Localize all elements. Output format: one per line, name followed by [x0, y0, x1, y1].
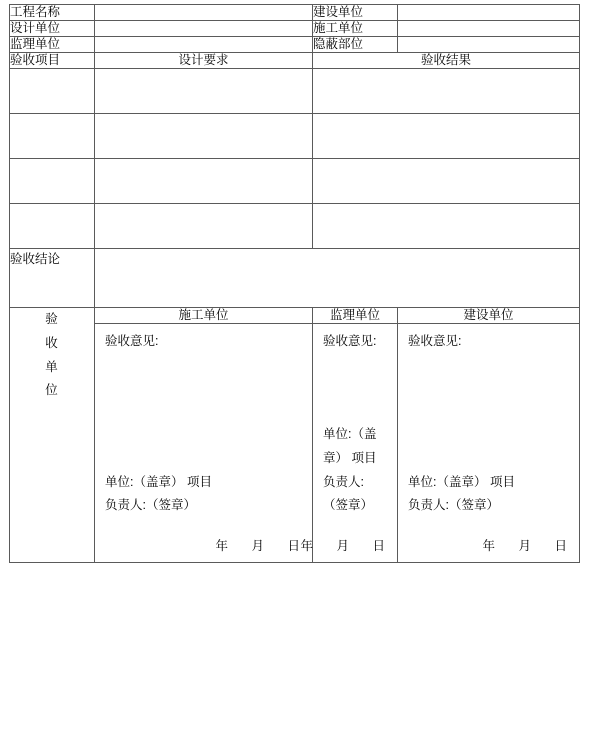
builder-unit-value[interactable]	[398, 21, 580, 37]
acceptance-unit-vertical-label	[10, 308, 95, 563]
table-row	[10, 5, 580, 21]
inspection-result-value[interactable]	[313, 114, 580, 159]
date-day: 日	[554, 539, 567, 553]
unit-seal-line: 单位:（盖章） 项目	[323, 427, 377, 465]
table-row	[10, 69, 580, 114]
date-month: 月	[518, 539, 531, 553]
concealed-work-acceptance-table	[9, 4, 580, 563]
date-month: 月	[336, 539, 349, 553]
conclusion-value[interactable]	[95, 249, 580, 308]
concealed-part-label: 隐蔽部位	[313, 37, 398, 53]
supervision-unit-value[interactable]	[95, 37, 313, 53]
table-row	[10, 114, 580, 159]
conclusion-label: 验收结论	[10, 249, 95, 308]
design-unit-label: 设计单位	[10, 21, 95, 37]
date-line	[277, 536, 385, 554]
unit-seal-line: 单位:（盖章） 项目	[105, 474, 212, 489]
person-sign-line: 负责人:（签章）	[323, 474, 374, 513]
opinion-label: 验收意见:	[408, 334, 462, 348]
supervision-unit-label: 监理单位	[10, 37, 95, 53]
inspection-item-header: 验收项目	[10, 53, 95, 69]
signature-block	[105, 471, 302, 519]
inspection-result-value[interactable]	[313, 69, 580, 114]
inspection-item-value[interactable]	[10, 204, 95, 249]
project-name-value[interactable]	[95, 5, 313, 21]
design-unit-value[interactable]	[95, 21, 313, 37]
date-day: 日	[372, 539, 385, 553]
date-year: 年	[215, 539, 228, 553]
conclusion-row	[10, 249, 580, 308]
signature-block	[323, 423, 387, 518]
construction-unit-column-header: 建设单位	[398, 308, 580, 324]
date-day: 日	[287, 539, 300, 553]
construction-unit-label: 建设单位	[313, 5, 398, 21]
table-row	[10, 204, 580, 249]
person-sign-line: 负责人:（签章）	[408, 498, 499, 513]
builder-unit-label: 施工单位	[313, 21, 398, 37]
inspection-item-value[interactable]	[10, 114, 95, 159]
design-requirement-value[interactable]	[95, 69, 313, 114]
builder-unit-column-header: 施工单位	[95, 308, 313, 324]
unit-header-row	[10, 308, 580, 324]
concealed-part-value[interactable]	[398, 37, 580, 53]
opinion-label: 验收意见:	[323, 334, 377, 348]
opinion-label: 验收意见:	[105, 334, 159, 348]
inspection-result-value[interactable]	[313, 204, 580, 249]
person-sign-line: 负责人:（签章）	[105, 498, 196, 513]
project-name-label: 工程名称	[10, 5, 95, 21]
vertical-char: 位	[45, 383, 59, 398]
design-requirement-header: 设计要求	[95, 53, 313, 69]
date-month: 月	[251, 539, 264, 553]
opinions-row	[10, 324, 580, 563]
design-requirement-value[interactable]	[95, 159, 313, 204]
inspection-header-row	[10, 53, 580, 69]
design-requirement-value[interactable]	[95, 204, 313, 249]
date-year: 年	[300, 539, 313, 553]
builder-opinion-cell[interactable]	[95, 324, 313, 563]
signature-block	[408, 471, 569, 519]
acceptance-form-sheet	[0, 4, 600, 751]
unit-seal-line: 单位:（盖章） 项目	[408, 474, 515, 489]
table-row	[10, 37, 580, 53]
vertical-char: 收	[45, 335, 59, 350]
table-row	[10, 159, 580, 204]
construction-opinion-cell[interactable]	[398, 324, 580, 563]
inspection-result-value[interactable]	[313, 159, 580, 204]
inspection-item-value[interactable]	[10, 69, 95, 114]
construction-unit-value[interactable]	[398, 5, 580, 21]
date-line	[459, 536, 567, 554]
date-year: 年	[482, 539, 495, 553]
vertical-char: 验	[45, 312, 59, 326]
table-row	[10, 21, 580, 37]
inspection-item-value[interactable]	[10, 159, 95, 204]
design-requirement-value[interactable]	[95, 114, 313, 159]
supervision-unit-column-header: 监理单位	[313, 308, 398, 324]
supervision-opinion-cell[interactable]	[300, 324, 398, 563]
inspection-result-header: 验收结果	[313, 53, 580, 69]
vertical-char: 单	[45, 359, 59, 374]
